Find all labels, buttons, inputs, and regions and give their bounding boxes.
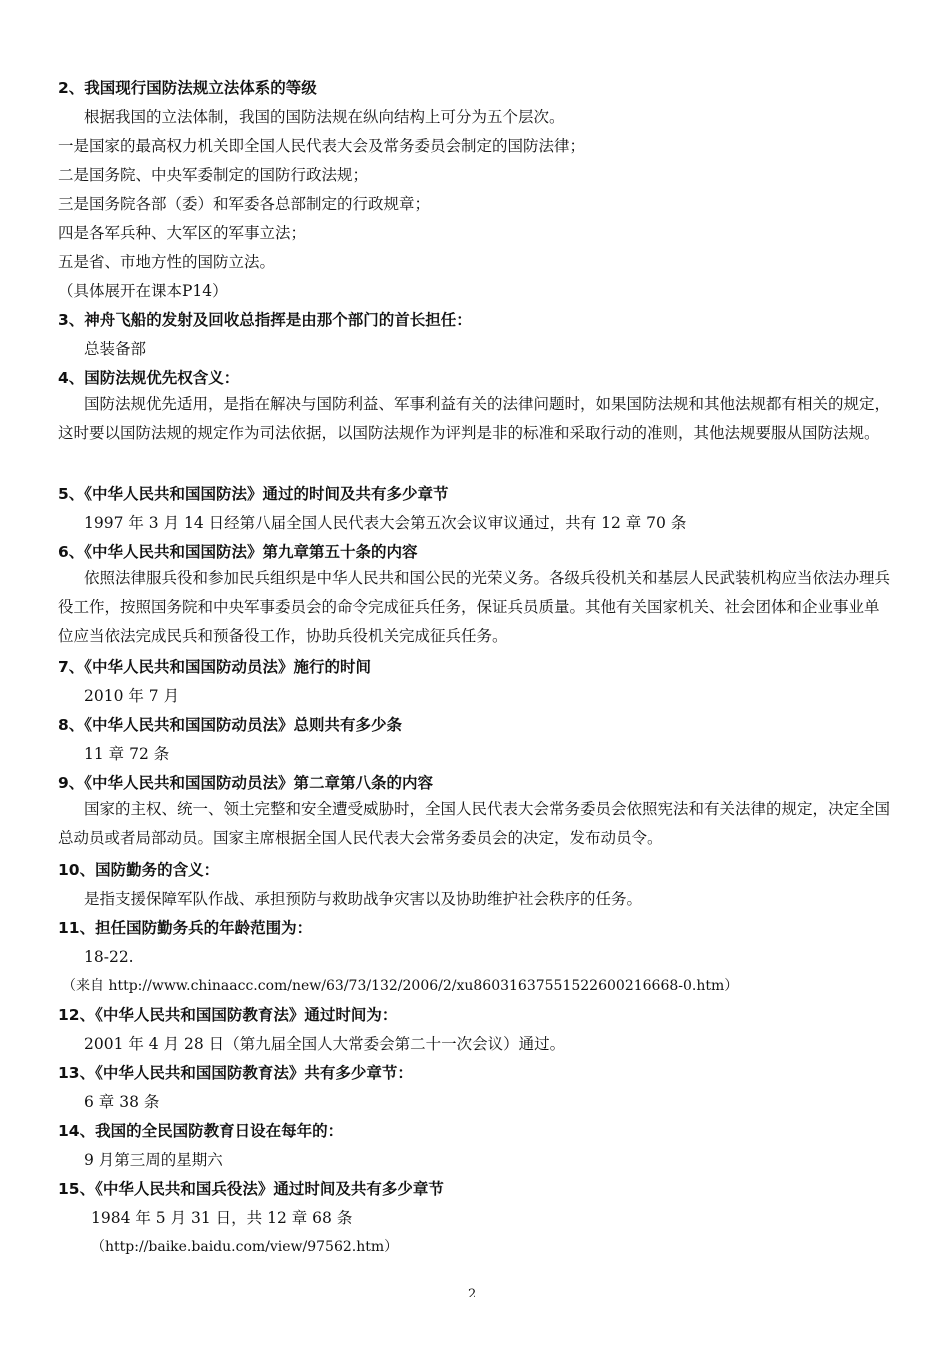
heading-9: 9、《中华人民共和国国防动员法》第二章第八条的内容 (58, 774, 434, 792)
answer-line: 18-22. (84, 948, 134, 966)
answer-line: 1984 年 5 月 31 日，共 12 章 68 条 (91, 1209, 353, 1227)
text-line: （具体展开在课本P14） (58, 282, 228, 300)
answer-line: 9 月第三周的星期六 (84, 1151, 223, 1169)
heading-7: 7、《中华人民共和国国防动员法》施行的时间 (58, 658, 372, 676)
text-line: 根据我国的立法体制，我国的国防法规在纵向结构上可分为五个层次。 (84, 108, 565, 126)
paragraph: 依照法律服兵役和参加民兵组织是中华人民共和国公民的光荣义务。各级兵役机关和基层人民武装机构应当依法办理兵役工作，按照国务院和中央军事委员会的命令完成征兵任务，保证兵员质量。其他有关国家机关、社会团体和企业事业单位应当依法完成民兵和预备役工作，协助兵役机关完成征兵任务。 (58, 569, 891, 645)
paragraph: 国家的主权、统一、领土完整和安全遭受威胁时，全国人民代表大会常务委员会依照宪法和有关法律的规定，决定全国总动员或者局部动员。国家主席根据全国人民代表大会常务委员会的决定，发布动员令。 (58, 800, 891, 847)
answer-line: 2010 年 7 月 (84, 687, 180, 705)
heading-2: 2、我国现行国防法规立法体系的等级 (58, 79, 317, 97)
text-line: 五是省、市地方性的国防立法。 (58, 253, 276, 271)
heading-10: 10、国防勤务的含义： (58, 861, 220, 879)
text-line: 二是国务院、中央军委制定的国防行政法规； (58, 166, 369, 184)
heading-14: 14、我国的全民国防教育日设在每年的： (58, 1122, 344, 1140)
answer-line: 2001 年 4 月 28 日（第九届全国人大常委会第二十一次会议）通过。 (84, 1035, 566, 1053)
text-line: 三是国务院各部（委）和军委各总部制定的行政规章； (58, 195, 431, 213)
text-line: 四是各军兵种、大军区的军事立法； (58, 224, 307, 242)
heading-8: 8、《中华人民共和国国防动员法》总则共有多少条 (58, 716, 403, 734)
heading-13: 13、《中华人民共和国国防教育法》共有多少章节： (58, 1064, 413, 1082)
source-link: （来自 http://www.chinaacc.com/new/63/73/132/2006/2/xu8603163755152260021666​8-0.htm） (62, 978, 739, 994)
answer-line: 是指支援保障军队作战、承担预防与救助战争灾害以及协助维护社会秩序的任务。 (84, 890, 643, 908)
heading-12: 12、《中华人民共和国国防教育法》通过时间为： (58, 1006, 398, 1024)
answer-line: 总装备部 (84, 340, 147, 358)
heading-5: 5、《中华人民共和国国防法》通过的时间及共有多少章节 (58, 485, 449, 503)
heading-4: 4、国防法规优先权含义： (58, 369, 240, 387)
heading-6: 6、《中华人民共和国国防法》第九章第五十条的内容 (58, 543, 418, 561)
text-line: 一是国家的最高权力机关即全国人民代表大会及常务委员会制定的国防法律； (58, 137, 586, 155)
heading-11: 11、担任国防勤务兵的年龄范围为： (58, 919, 313, 937)
source-link: （http://baike.baidu.com/view/97562.htm） (91, 1239, 399, 1255)
paragraph: 国防法规优先适用，是指在解决与国防利益、军事利益有关的法律问题时，如果国防法规和其他法规都有相关的规定，这时要以国防法规的规定作为司法依据，以国防法规作为评判是非的标准和采取行动的准则，其他法规要服从国防法规。 (58, 395, 891, 442)
heading-3: 3、神舟飞船的发射及回收总指挥是由那个部门的首长担任： (58, 311, 472, 329)
page-number: 2 (468, 1288, 477, 1297)
answer-line: 6 章 38 条 (84, 1093, 160, 1111)
answer-line: 11 章 72 条 (84, 745, 170, 763)
answer-line: 1997 年 3 月 14 日经第八届全国人民代表大会第五次会议审议通过，共有 12 章 70 条 (84, 514, 687, 532)
heading-15: 15、《中华人民共和国兵役法》通过时间及共有多少章节 (58, 1180, 444, 1198)
